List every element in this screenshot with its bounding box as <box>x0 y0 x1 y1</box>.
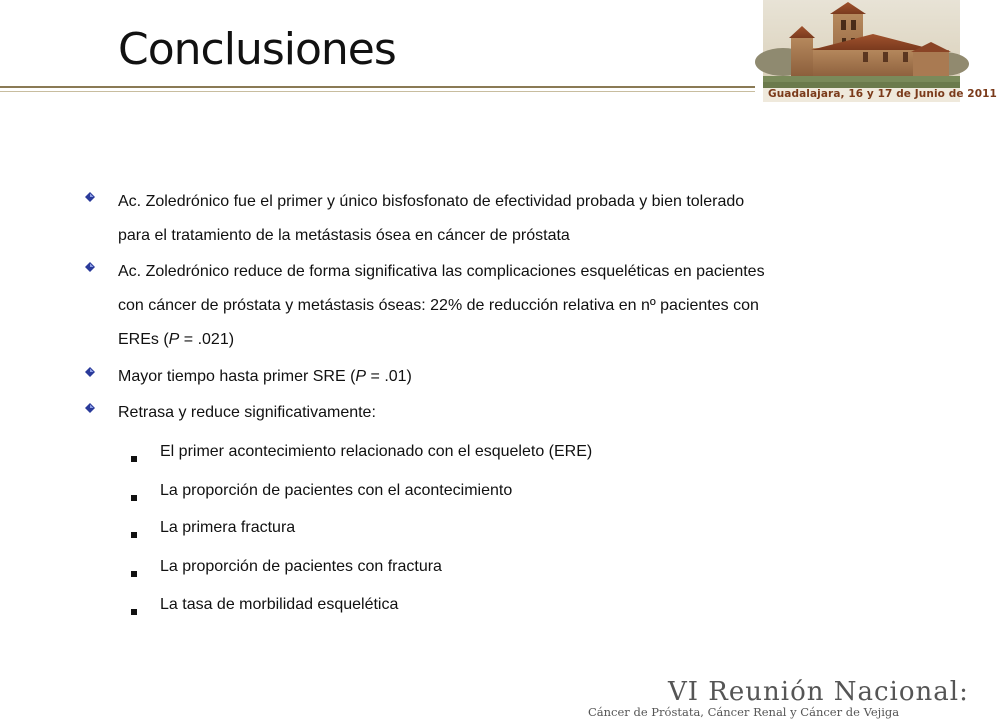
sub-bullet-3: La primera fractura <box>160 519 296 536</box>
church-photo <box>763 0 960 88</box>
bullet-3 <box>118 360 878 394</box>
square-bullet-icon <box>131 456 137 462</box>
bullet-3-prefix: Mayor tiempo hasta primer SRE ( <box>118 368 356 385</box>
p-value-symbol: P <box>168 331 180 348</box>
bullet-2 <box>118 255 878 357</box>
p-value-symbol: P <box>355 368 367 385</box>
square-bullet-icon <box>131 532 137 538</box>
sub-bullet-1: El primer acontecimiento relacionado con el esqueleto (ERE) <box>160 443 593 460</box>
diamond-bullet-icon <box>85 403 95 413</box>
sub-bullet-4: La proporción de pacientes con fractura <box>160 558 442 575</box>
square-bullet-icon <box>131 495 137 501</box>
bullet-2-line-3-prefix: EREs ( <box>118 331 169 348</box>
bullet-2-line-3 <box>118 323 878 357</box>
slide-title: Conclusiones <box>118 24 396 75</box>
footer-logo-subtitle: Cáncer de Próstata, Cáncer Renal y Cáncer de Vejiga <box>588 705 900 719</box>
diamond-bullet-icon <box>85 262 95 272</box>
event-date: Guadalajara, 16 y 17 de Junio de 2011 <box>768 88 997 100</box>
title-underline-secondary <box>0 91 755 92</box>
bullet-4: Retrasa y reduce significativamente: <box>118 404 376 421</box>
bullet-2-line-3-suffix: = .021) <box>179 331 235 348</box>
square-bullet-icon <box>131 571 137 577</box>
bullet-1 <box>118 185 878 253</box>
title-underline <box>0 86 755 88</box>
diamond-bullet-icon <box>85 367 95 377</box>
bullet-3-suffix: = .01) <box>366 368 412 385</box>
bullet-1-line-2: para el tratamiento de la metástasis ósea en cáncer de próstata <box>118 227 570 244</box>
footer-logo-title: VI Reunión Nacional: <box>668 677 969 707</box>
bullet-1-line-1: Ac. Zoledrónico fue el primer y único bisfosfonato de efectividad probada y bien tolerado <box>118 193 745 210</box>
bullet-2-line-2: con cáncer de próstata y metástasis óseas: 22% de reducción relativa en nº pacientes con <box>118 297 759 314</box>
diamond-bullet-icon <box>85 192 95 202</box>
square-bullet-icon <box>131 609 137 615</box>
sub-bullet-2: La proporción de pacientes con el acontecimiento <box>160 482 513 499</box>
bullet-2-line-1: Ac. Zoledrónico reduce de forma significativa las complicaciones esqueléticas en pacientes <box>118 263 765 280</box>
sub-bullet-5: La tasa de morbilidad esquelética <box>160 596 399 613</box>
